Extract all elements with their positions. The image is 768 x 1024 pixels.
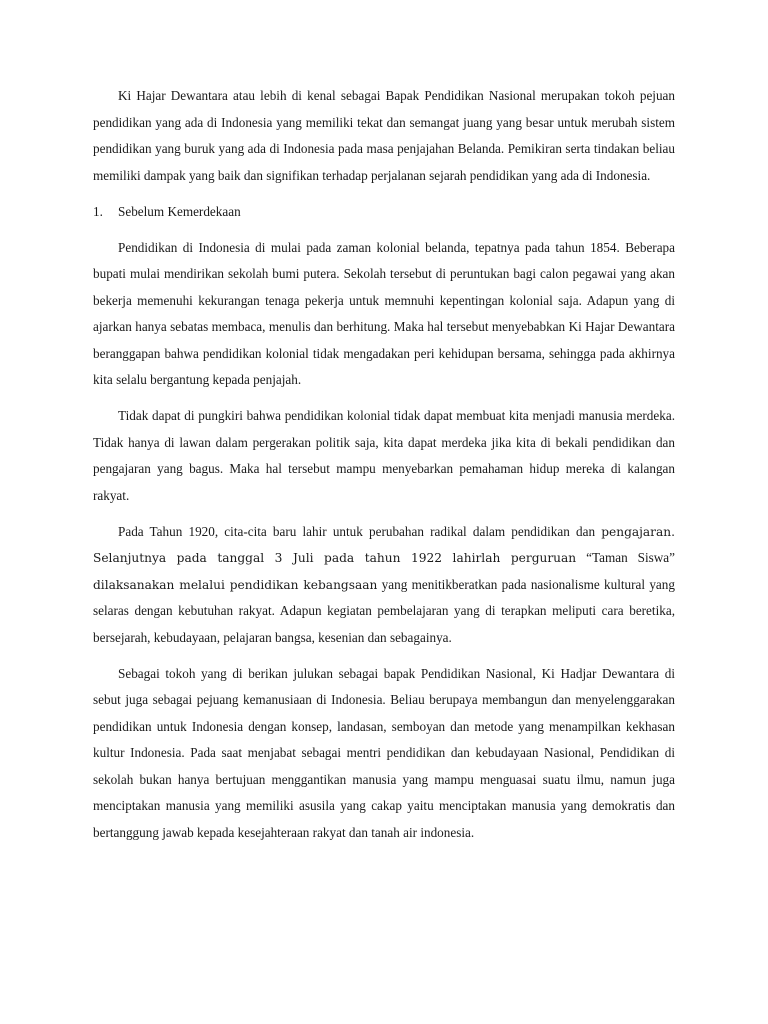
- section-heading: [93, 199, 675, 226]
- national-hero-paragraph: Sebagai tokoh yang di berikan julukan sebagai bapak Pendidikan Nasional, Ki Hadjar Dewantara di sebut juga sebagai pejuang kemanusiaan di Indonesia. Beliau berupaya membangun dan menyelenggarakan pendidikan untuk Indonesia dengan konsep, landasan, semboyan dan metode yang menampilkan kekhasan kultur Indonesia. Pada saat menjabat sebagai mentri pendidikan dan kebudayaan Nasional, Pendidikan di sekolah bukan hanya bertujuan menggantikan manusia yang mampu menguasai suatu ilmu, namun juga menciptakan manusia yang memiliki asusila yang cakap yaitu menciptakan manusia yang demokratis dan bertanggung jawab kepada kesejahteraan rakyat dan tanah air indonesia.: [93, 665, 675, 840]
- taman-siswa-text-3: “Taman Siswa”: [576, 550, 675, 565]
- taman-siswa-paragraph: [93, 519, 675, 652]
- taman-siswa-text-1: Pada Tahun 1920, cita-cita baru lahir untuk perubahan radikal dalam pendidikan dan: [118, 523, 602, 539]
- section-title: Sebelum Kemerdekaan: [118, 203, 241, 219]
- taman-siswa-text-5: yang menitikberatkan pada nasionalisme kultural yang selaras dengan kebutuhan rakyat. Adapun kegiatan pembelajaran yang di terapkan meliputi cara beretika, bersejarah, kebudayaan, pelajaran bangsa, kesenian dan sebagainya.: [93, 576, 675, 645]
- document-page: [93, 83, 675, 856]
- intro-paragraph: Ki Hajar Dewantara atau lebih di kenal sebagai Bapak Pendidikan Nasional merupakan tokoh pejuan pendidikan yang ada di Indonesia yang memiliki tekat dan semangat juang yang besar untuk merubah sistem pendidikan yang buruk yang ada di Indonesia pada masa penjajahan Belanda. Pemikiran serta tindakan beliau memiliki dampak yang baik dan signifikan terhadap perjalanan sejarah pendidikan yang ada di Indonesia.: [93, 88, 675, 183]
- colonial-education-paragraph: Pendidikan di Indonesia di mulai pada zaman kolonial belanda, tepatnya pada tahun 1854. Beberapa bupati mulai mendirikan sekolah bumi putera. Sekolah tersebut di peruntukan bagi calon pegawai yang akan bekerja memenuhi kekurangan tenaga pekerja untuk memnuhi kepentingan kolonial saja. Adapun yang di ajarkan hanya sebatas membaca, menulis dan berhitung. Maka hal tersebut menyebabkan Ki Hajar Dewantara beranggapan bahwa pendidikan kolonial tidak mengadakan peri kehidupan bersama, sehingga pada akhirnya kita selalu bergantung kepada penjajah.: [93, 239, 675, 387]
- section-number: 1.: [93, 203, 103, 219]
- taman-siswa-text-2: pengajaran. Selanjutnya pada tanggal 3 Juli pada tahun 1922 lahirlah perguruan: [93, 524, 675, 565]
- taman-siswa-text-4: dilaksanakan melalui pendidikan kebangsaan: [93, 577, 378, 592]
- independence-paragraph: Tidak dapat di pungkiri bahwa pendidikan kolonial tidak dapat membuat kita menjadi manusia merdeka. Tidak hanya di lawan dalam pergerakan politik saja, kita dapat merdeka jika kita di bekali pendidikan dan pengajaran yang bagus. Maka hal tersebut mampu menyebarkan pemahaman hidup mereka di kalangan rakyat.: [93, 408, 675, 503]
